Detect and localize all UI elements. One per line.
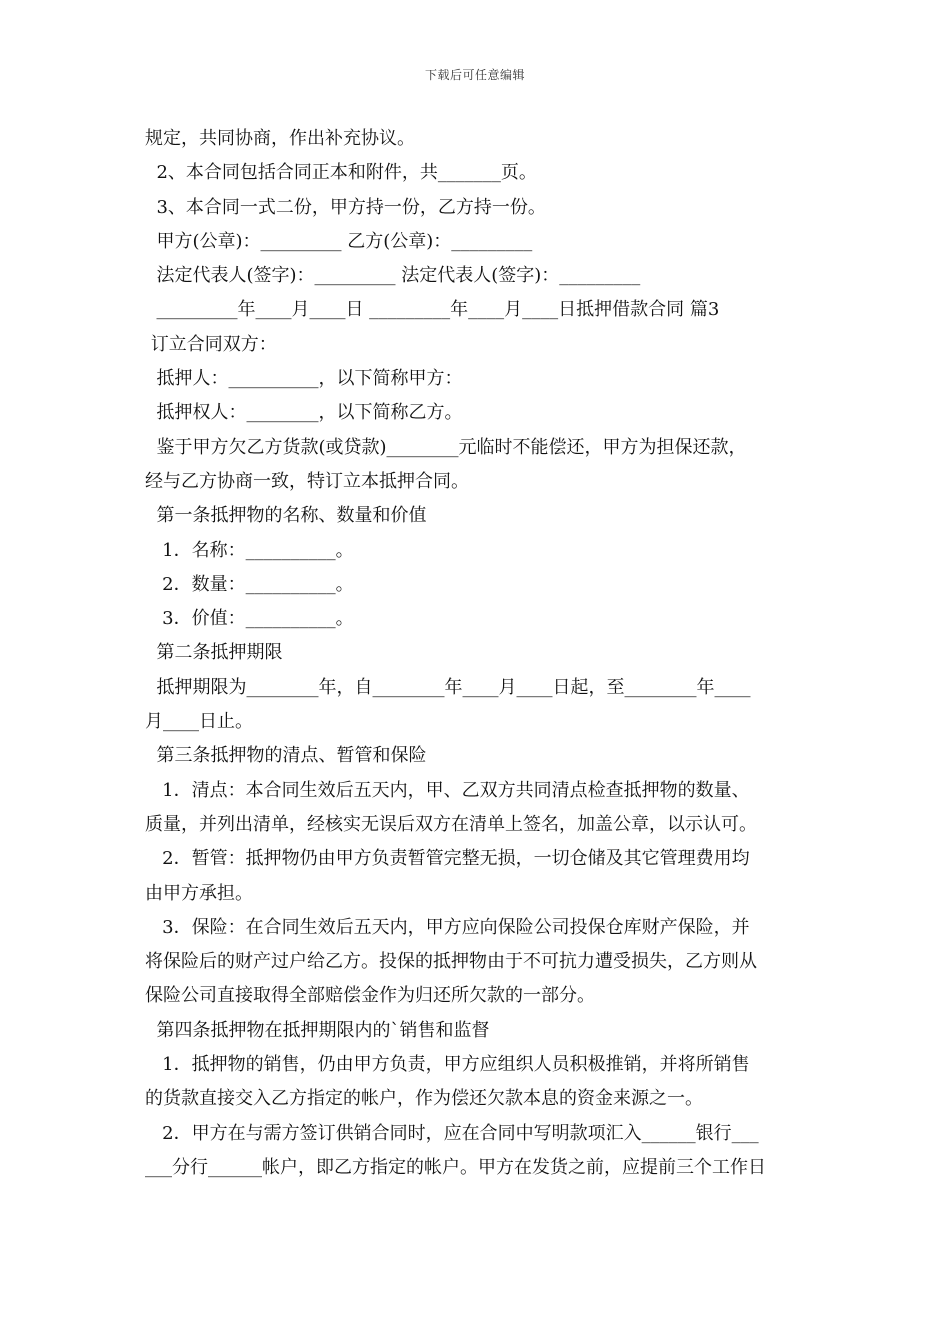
text-line: ___分行______帐户，即乙方指定的帐户。甲方在发货之前，应提前三个工作日 <box>145 1156 766 1178</box>
text-line: 2、本合同包括合同正本和附件，共_______页。 <box>145 162 537 184</box>
list-item: 3．保险：在合同生效后五天内，甲方应向保险公司投保仓库财产保险，并 <box>145 916 750 938</box>
text-line: 由甲方承担。 <box>145 882 253 904</box>
text-line: 抵押期限为________年，自________年____月____日起，至________年____ <box>145 676 751 698</box>
text-line: 月____日止。 <box>145 711 253 733</box>
text-line: 抵押权人：________，以下简称乙方。 <box>145 402 463 424</box>
list-item: 1．清点：本合同生效后五天内，甲、乙双方共同清点检查抵押物的数量、 <box>145 779 750 801</box>
list-item: 1．抵押物的销售，仍由甲方负责，甲方应组织人员积极推销，并将所销售 <box>145 1054 750 1076</box>
text-line: 3、本合同一式二份，甲方持一份，乙方持一份。 <box>145 196 546 218</box>
text-line: 保险公司直接取得全部赔偿金作为归还所欠款的一部分。 <box>145 985 595 1007</box>
date-and-contract-title-line: _________年____月____日 _________年____月____日抵押借款合同 篇3 <box>145 299 720 321</box>
signature-line-representative: 法定代表人(签字)：_________ 法定代表人(签字)：_________ <box>145 265 641 287</box>
section-heading: 订立合同双方： <box>145 333 277 355</box>
page-header-note: 下载后可任意编辑 <box>424 68 525 82</box>
list-item: 2．数量：__________。 <box>145 573 354 595</box>
text-line: 抵押人：__________，以下简称甲方： <box>145 368 463 390</box>
text-line: 的货款直接交入乙方指定的帐户，作为偿还欠款本息的资金来源之一。 <box>145 1088 703 1110</box>
article-heading: 第三条抵押物的清点、暂管和保险 <box>145 745 427 767</box>
list-item: 2．甲方在与需方签订供销合同时，应在合同中写明款项汇入______银行___ <box>145 1122 759 1144</box>
text-line: 鉴于甲方欠乙方货款(或贷款)________元临时不能偿还，甲方为担保还款， <box>145 436 747 458</box>
article-heading: 第一条抵押物的名称、数量和价值 <box>145 505 427 527</box>
text-line: 质量，并列出清单，经核实无误后双方在清单上签名，加盖公章，以示认可。 <box>145 813 757 835</box>
article-heading: 第二条抵押期限 <box>145 642 283 664</box>
list-item: 3．价值：__________。 <box>145 608 354 630</box>
list-item: 2．暂管：抵押物仍由甲方负责暂管完整无损，一切仓储及其它管理费用均 <box>145 848 750 870</box>
signature-line-seal: 甲方(公章)：_________ 乙方(公章)：_________ <box>145 230 533 252</box>
document-body <box>145 122 810 1185</box>
text-line: 规定，共同协商，作出补充协议。 <box>145 128 415 149</box>
list-item: 1．名称：__________。 <box>145 539 354 561</box>
text-line: 将保险后的财产过户给乙方。投保的抵押物由于不可抗力遭受损失，乙方则从 <box>145 951 757 973</box>
text-line: 经与乙方协商一致，特订立本抵押合同。 <box>145 470 469 492</box>
article-heading: 第四条抵押物在抵押期限内的`销售和监督 <box>145 1019 490 1041</box>
